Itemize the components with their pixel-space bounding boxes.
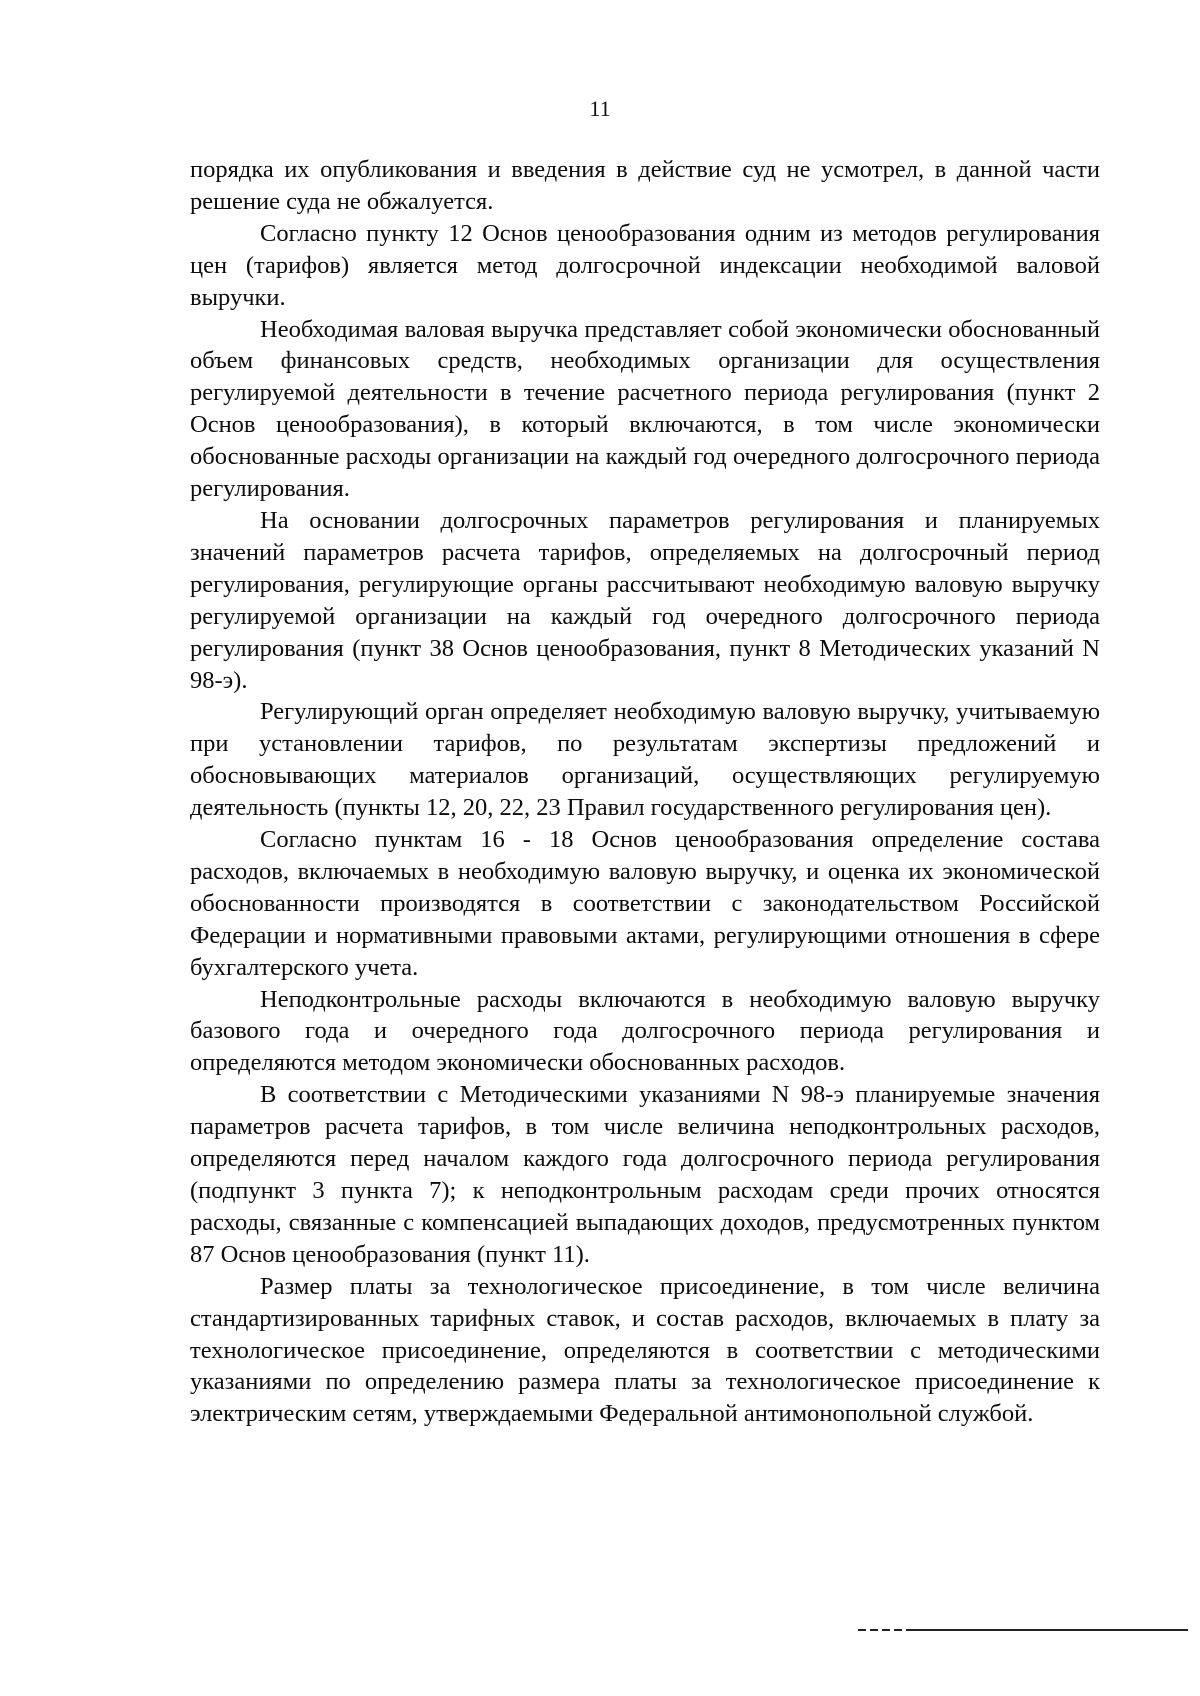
paragraph: Неподконтрольные расходы включаются в необходимую валовую выручку базового года и очередного года долгосрочного периода регулирования и определяются методом экономически обоснованных расходов.	[190, 985, 1100, 1077]
bottom-rule-dashes	[858, 1629, 908, 1631]
paragraph-continuation: порядка их опубликования и введения в действие суд не усмотрел, в данной части решение суда не обжалуется.	[190, 156, 1100, 215]
paragraph: Согласно пункту 12 Основ ценообразования одним из методов регулирования цен (тарифов) является метод долгосрочной индексации необходимой валовой выручки.	[190, 219, 1100, 311]
document-body	[190, 154, 1100, 1430]
paragraph: Регулирующий орган определяет необходимую валовую выручку, учитываемую при установлении тарифов, по результатам экспертизы предложений и обосновывающих материалов организаций, осуществляющих регулируемую деятельность (пункты 12, 20, 22, 23 Правил государственного регулирования цен).	[190, 698, 1100, 822]
paragraph: На основании долгосрочных параметров регулирования и планируемых значений параметров расчета тарифов, определяемых на долгосрочный период регулирования, регулирующие органы рассчитывают необходимую валовую выручку регулируемой организации на каждый год очередного долгосрочного периода регулирования (пункт 38 Основ ценообразования, пункт 8 Методических указаний N 98-э).	[190, 506, 1100, 694]
page-number: 11	[589, 96, 611, 121]
paragraph: Необходимая валовая выручка представляет собой экономически обоснованный объем финансовых средств, необходимых организации для осуществления регулируемой деятельности в течение расчетного периода регулирования (пункт 2 Основ ценообразования), в который включаются, в том числе экономически обоснованные расходы организации на каждый год очередного долгосрочного периода регулирования.	[190, 315, 1100, 503]
paragraph: Размер платы за технологическое присоединение, в том числе величина стандартизированных тарифных ставок, и состав расходов, включаемых в плату за технологическое присоединение, определяются в соответствии с методическими указаниями по определению размера платы за технологическое присоединение к электрическим сетям, утверждаемыми Федеральной антимонопольной службой.	[190, 1272, 1100, 1428]
paragraph: Согласно пунктам 16 - 18 Основ ценообразования определение состава расходов, включаемых в необходимую валовую выручку, и оценка их экономической обоснованности производятся в соответствии с законодательством Российской Федерации и нормативными правовыми актами, регулирующими отношения в сфере бухгалтерского учета.	[190, 826, 1100, 981]
paragraph: В соответствии с Методическими указаниями N 98-э планируемые значения параметров расчета тарифов, в том числе величина неподконтрольных расходов, определяются перед началом каждого года долгосрочного периода регулирования (подпункт 3 пункта 7); к неподконтрольным расходам среди прочих относятся расходы, связанные с компенсацией выпадающих доходов, предусмотренных пунктом 87 Основ ценообразования (пункт 11).	[190, 1081, 1100, 1268]
